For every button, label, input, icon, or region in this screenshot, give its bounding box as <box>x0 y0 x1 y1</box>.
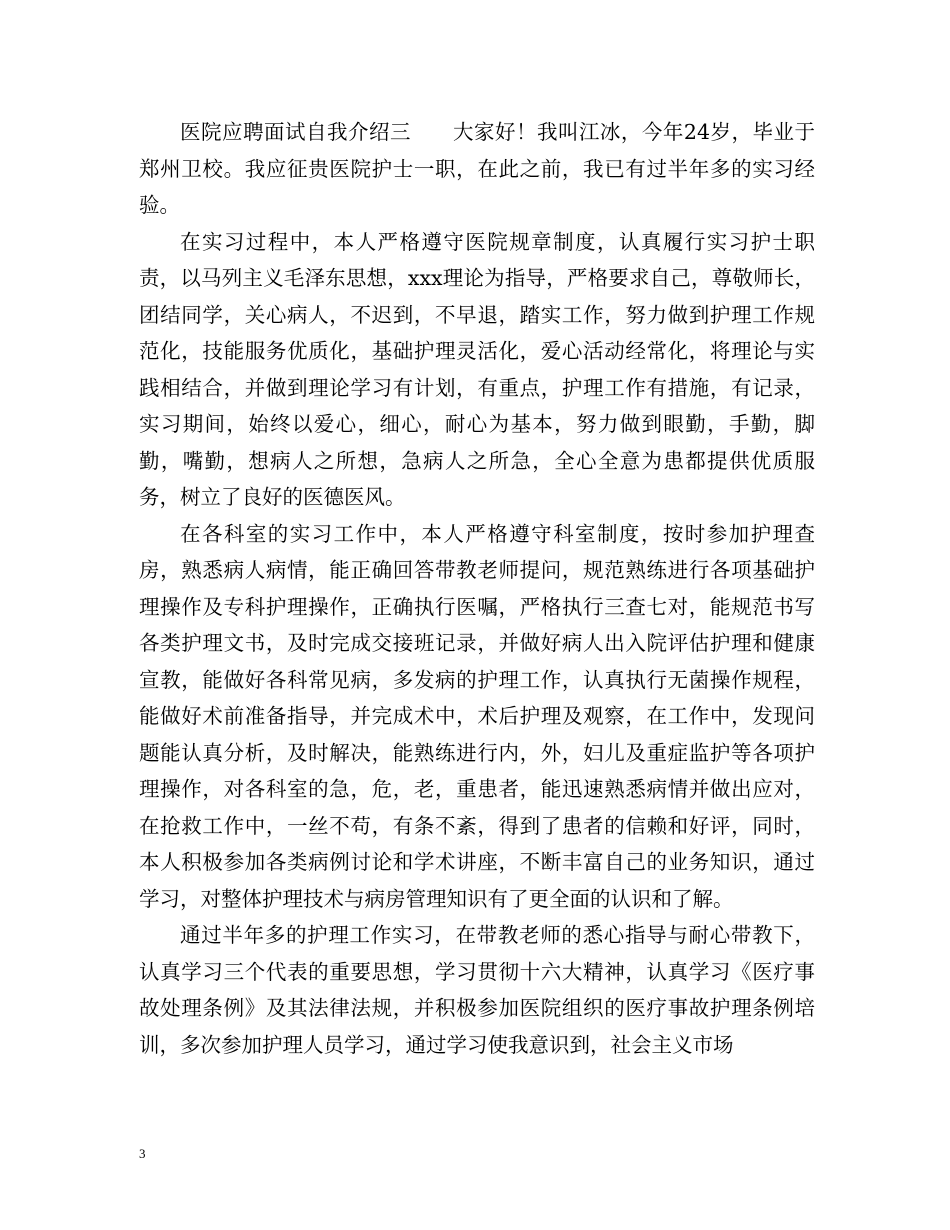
paragraph-learning: 通过半年多的护理工作实习，在带教老师的悉心指导与耐心带教下，认真学习三个代表的重要思想，学习贯彻十六大精神，认真学习《医疗事故处理条例》及其法律法规，并积极参加医院组织的医疗事故护理条例培训，多次参加护理人员学习，通过学习使我意识到，社会主义市场 <box>139 923 815 1057</box>
paragraph-intro: 医院应聘面试自我介绍三 大家好！我叫江冰，今年24岁，毕业于郑州卫校。我应征贵医院护士一职，在此之前，我已有过半年多的实习经验。 <box>139 120 815 217</box>
document-body <box>139 114 815 1063</box>
paragraph-internship-conduct: 在实习过程中，本人严格遵守医院规章制度，认真履行实习护士职责，以马列主义毛泽东思想，xxx理论为指导，严格要求自己，尊敬师长，团结同学，关心病人，不迟到，不早退，踏实工作，努力做到护理工作规范化，技能服务优质化，基础护理灵活化，爱心活动经常化，将理论与实践相结合，并做到理论学习有计划，有重点，护理工作有措施，有记录，实习期间，始终以爱心，细心，耐心为基本，努力做到眼勤，手勤，脚勤，嘴勤，想病人之所想，急病人之所急，全心全意为患都提供优质服务，树立了良好的医德医风。 <box>139 229 815 509</box>
paragraph-department-work: 在各科室的实习工作中，本人严格遵守科室制度，按时参加护理查房，熟悉病人病情，能正确回答带教老师提问，规范熟练进行各项基础护理操作及专科护理操作，正确执行医嘱，严格执行三查七对，能规范书写各类护理文书，及时完成交接班记录，并做好病人出入院评估护理和健康宣教，能做好各科常见病，多发病的护理工作，认真执行无菌操作规程，能做好术前准备指导，并完成术中，术后护理及观察，在工作中，发现问题能认真分析，及时解决，能熟练进行内，外，妇儿及重症监护等各项护理操作，对各科室的急，危，老，重患者，能迅速熟悉病情并做出应对，在抢救工作中，一丝不苟，有条不紊，得到了患者的信赖和好评，同时，本人积极参加各类病例讨论和学术讲座，不断丰富自己的业务知识，通过学习，对整体护理技术与病房管理知识有了更全面的认识和了解。 <box>139 521 815 911</box>
page-number: 3 <box>139 1146 146 1161</box>
